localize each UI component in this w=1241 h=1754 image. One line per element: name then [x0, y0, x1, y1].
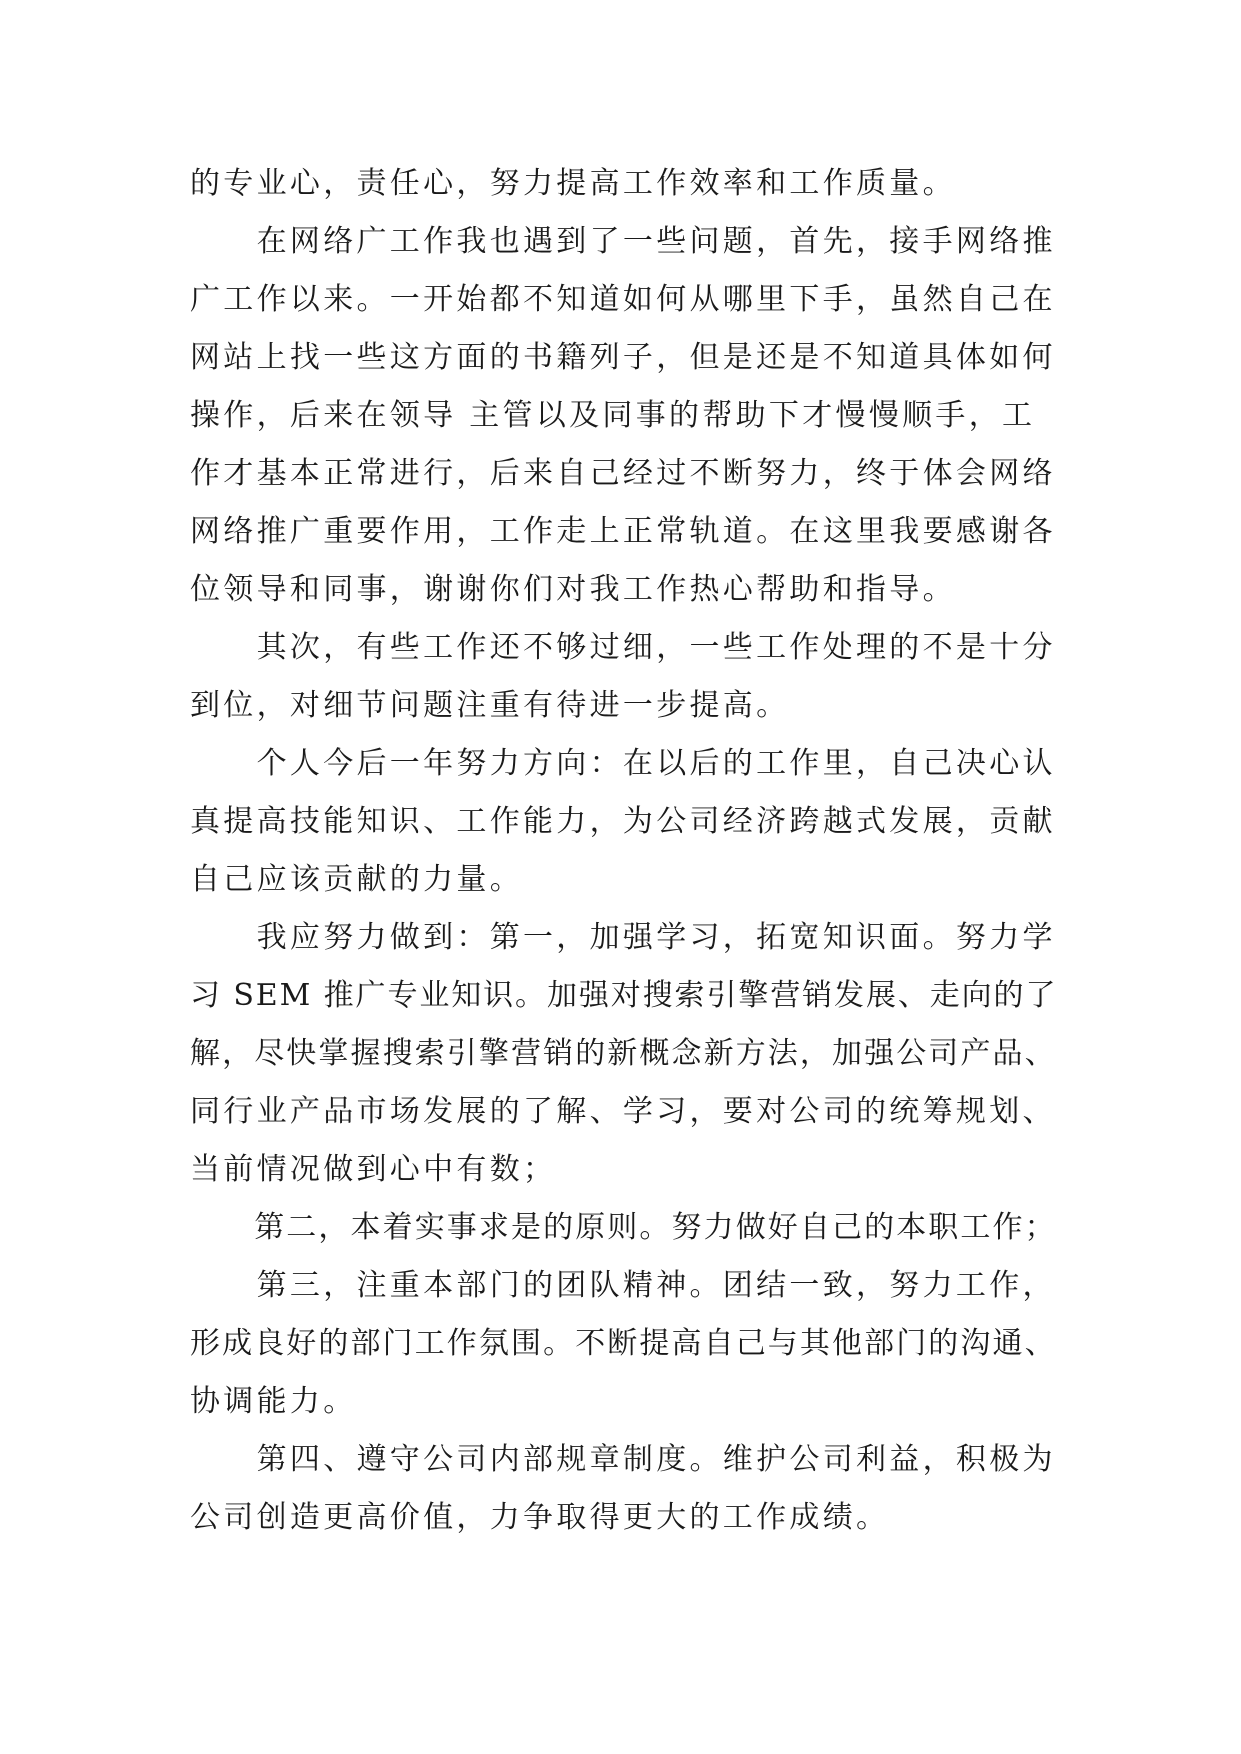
text-line: 解，尽快掌握搜索引擎营销的新概念新方法，加强公司产品、	[190, 1036, 1057, 1071]
text-line: 网站上找一些这方面的书籍列子，但是还是不知道具体如何	[190, 340, 1056, 375]
text-line: 公司创造更高价值，力争取得更大的工作成绩。	[190, 1500, 890, 1535]
text-line: 我应努力做到：第一，加强学习，拓宽知识面。努力学	[190, 920, 1056, 955]
text-line: 其次，有些工作还不够过细，一些工作处理的不是十分	[190, 630, 1056, 665]
text-line: 自己应该贡献的力量。	[190, 862, 523, 897]
text-line: 的专业心，责任心，努力提高工作效率和工作质量。	[190, 166, 956, 201]
text-line: 到位，对细节问题注重有待进一步提高。	[190, 688, 790, 723]
text-line: 位领导和同事，谢谢你们对我工作热心帮助和指导。	[190, 572, 956, 607]
text-line: 第二，本着实事求是的原则。努力做好自己的本职工作；	[190, 1210, 1057, 1245]
text-line: 真提高技能知识、工作能力，为公司经济跨越式发展，贡献	[190, 804, 1056, 839]
text-line: 同行业产品市场发展的了解、学习，要对公司的统筹规划、	[190, 1094, 1056, 1129]
text-line: 网络推广重要作用，工作走上正常轨道。在这里我要感谢各	[190, 514, 1056, 549]
text-line: 第三，注重本部门的团队精神。团结一致，努力工作，	[190, 1268, 1056, 1303]
document-body	[190, 155, 1060, 1547]
text-line: 形成良好的部门工作氛围。不断提高自己与其他部门的沟通、	[190, 1326, 1057, 1361]
text-line: 在网络广工作我也遇到了一些问题，首先，接手网络推	[190, 224, 1056, 259]
text-line: 广工作以来。一开始都不知道如何从哪里下手，虽然自己在	[190, 282, 1056, 317]
text-line: 操作，后来在领导 主管以及同事的帮助下才慢慢顺手，工	[190, 398, 1036, 433]
text-line: 第四、遵守公司内部规章制度。维护公司利益，积极为	[190, 1442, 1056, 1477]
text-line: 当前情况做到心中有数；	[190, 1152, 557, 1187]
text-line: 协调能力。	[190, 1384, 357, 1419]
text-line: 作才基本正常进行，后来自己经过不断努力，终于体会网络	[190, 456, 1056, 491]
text-line: 习 SEM 推广专业知识。加强对搜索引擎营销发展、走向的了	[190, 978, 1058, 1013]
text-line: 个人今后一年努力方向：在以后的工作里，自己决心认	[190, 746, 1056, 781]
